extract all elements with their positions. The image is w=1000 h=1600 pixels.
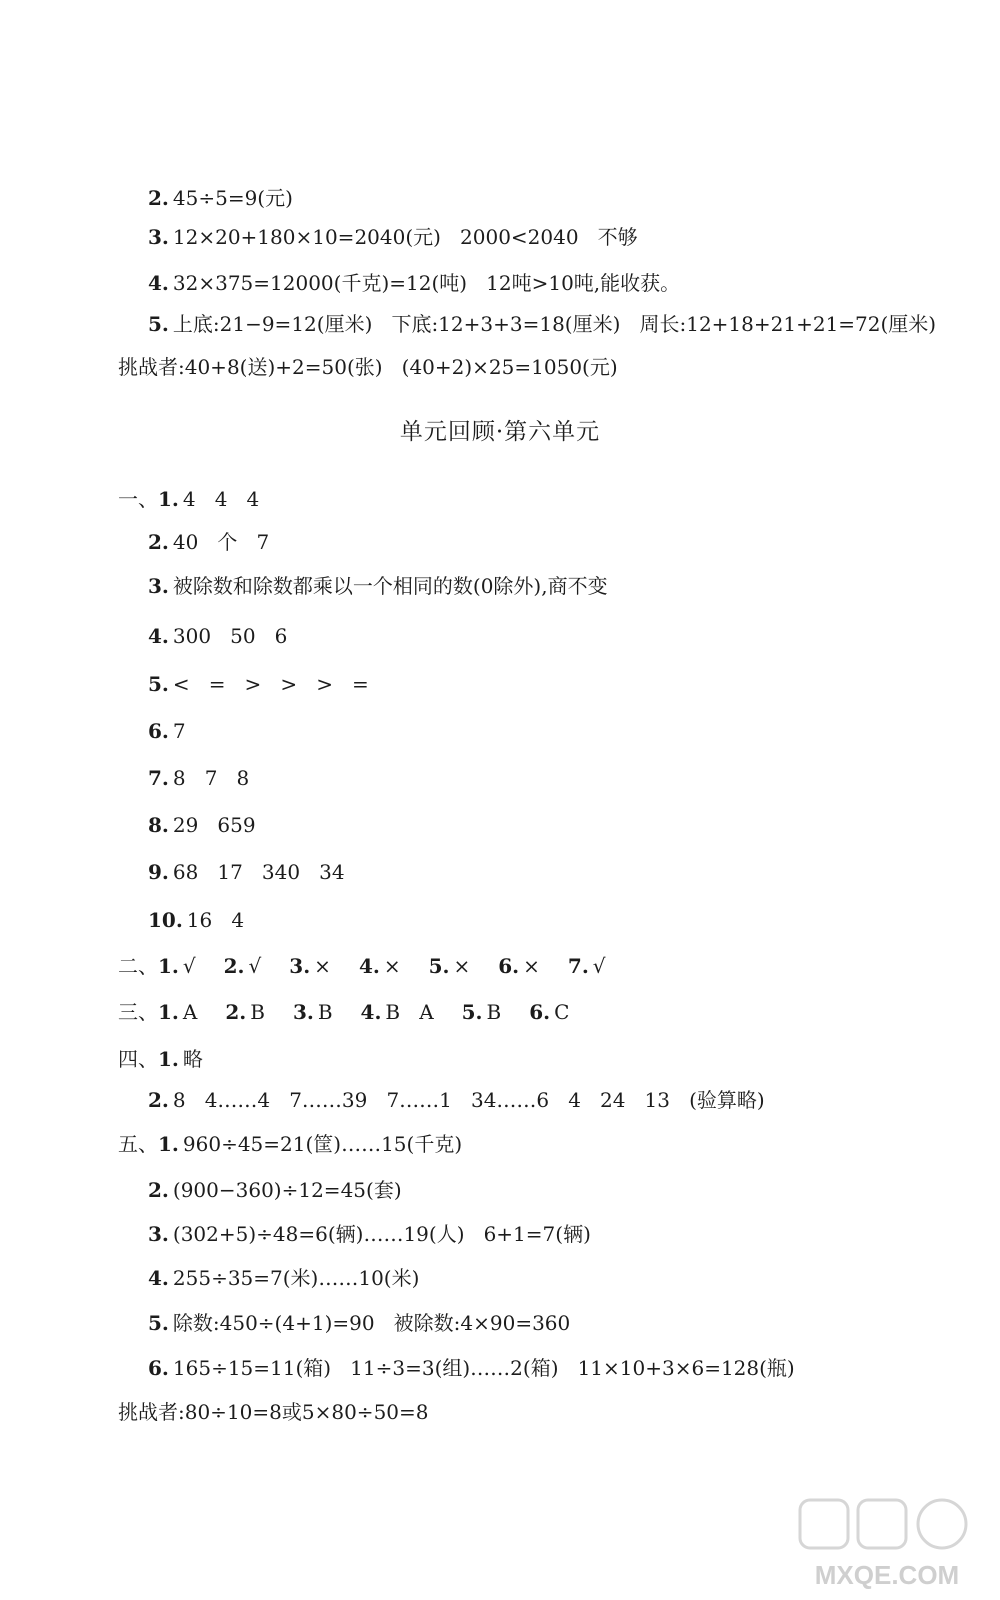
part2-line: 二、1. √ 2. √ 3. × 4. × 5. × 6. × 7. √ [118, 954, 606, 978]
part3-marker: 三、 [118, 1000, 158, 1024]
part1-line-4: 4. 300 50 6 [148, 624, 288, 648]
part1-line-8: 8. 29 659 [148, 813, 256, 837]
part5-line-6: 6. 165÷15=11(箱) 11÷3=3(组)……2(箱) 11×10+3×6=128(瓶) [148, 1356, 795, 1380]
unit-title: 单元回顾·第六单元 [399, 419, 601, 445]
answer-line-prev-5: 5. 上底:21−9=12(厘米) 下底:12+3+3=18(厘米) 周长:12+18+21+21=72(厘米) [148, 312, 937, 336]
part1-line-5: 5. < = > > > = [148, 672, 369, 696]
part1-line-1: 一、1. 4 4 4 [118, 487, 260, 511]
challenge-line-prev: 挑战者:40+8(送)+2=50(张) (40+2)×25=1050(元) [118, 355, 618, 379]
part5-line-1: 五、1. 960÷45=21(筐)……15(千克) [118, 1132, 463, 1156]
watermark-text: MXQE.COM [814, 1560, 960, 1590]
part3-line: 三、1. A 2. B 3. B 4. B A 5. B 6. C [118, 1000, 570, 1024]
part5-line-5: 5. 除数:450÷(4+1)=90 被除数:4×90=360 [148, 1311, 571, 1335]
answer-line-prev-4: 4. 32×375=12000(千克)=12(吨) 12吨>10吨,能收获。 [148, 271, 681, 295]
answer-line-prev-3: 3. 12×20+180×10=2040(元) 2000<2040 不够 [148, 225, 638, 249]
part1-line-10: 10. 16 4 [148, 908, 245, 932]
part1-line-9: 9. 68 17 340 34 [148, 860, 345, 884]
part5-marker: 五、 [118, 1132, 158, 1156]
part5-line-2: 2. (900−360)÷12=45(套) [148, 1178, 402, 1202]
watermark-logo [792, 1494, 982, 1594]
part4-line-2: 2. 8 4……4 7……39 7……1 34……6 4 24 13 (验算略) [148, 1088, 765, 1112]
part1-line-7: 7. 8 7 8 [148, 766, 250, 790]
part2-marker: 二、 [118, 954, 158, 978]
part5-line-4: 4. 255÷35=7(米)……10(米) [148, 1266, 420, 1290]
part4-marker: 四、 [118, 1047, 158, 1071]
part1-marker: 一、 [118, 487, 158, 511]
part5-line-3: 3. (302+5)÷48=6(辆)……19(人) 6+1=7(辆) [148, 1222, 591, 1246]
challenge-line-part5: 挑战者:80÷10=8或5×80÷50=8 [118, 1400, 429, 1424]
part4-line-1: 四、1. 略 [118, 1047, 203, 1071]
part1-line-3: 3. 被除数和除数都乘以一个相同的数(0除外),商不变 [148, 574, 608, 598]
part1-line-2: 2. 40 个 7 [148, 530, 270, 554]
answer-line-prev-2: 2. 45÷5=9(元) [148, 186, 293, 210]
part1-line-6: 6. 7 [148, 719, 186, 743]
